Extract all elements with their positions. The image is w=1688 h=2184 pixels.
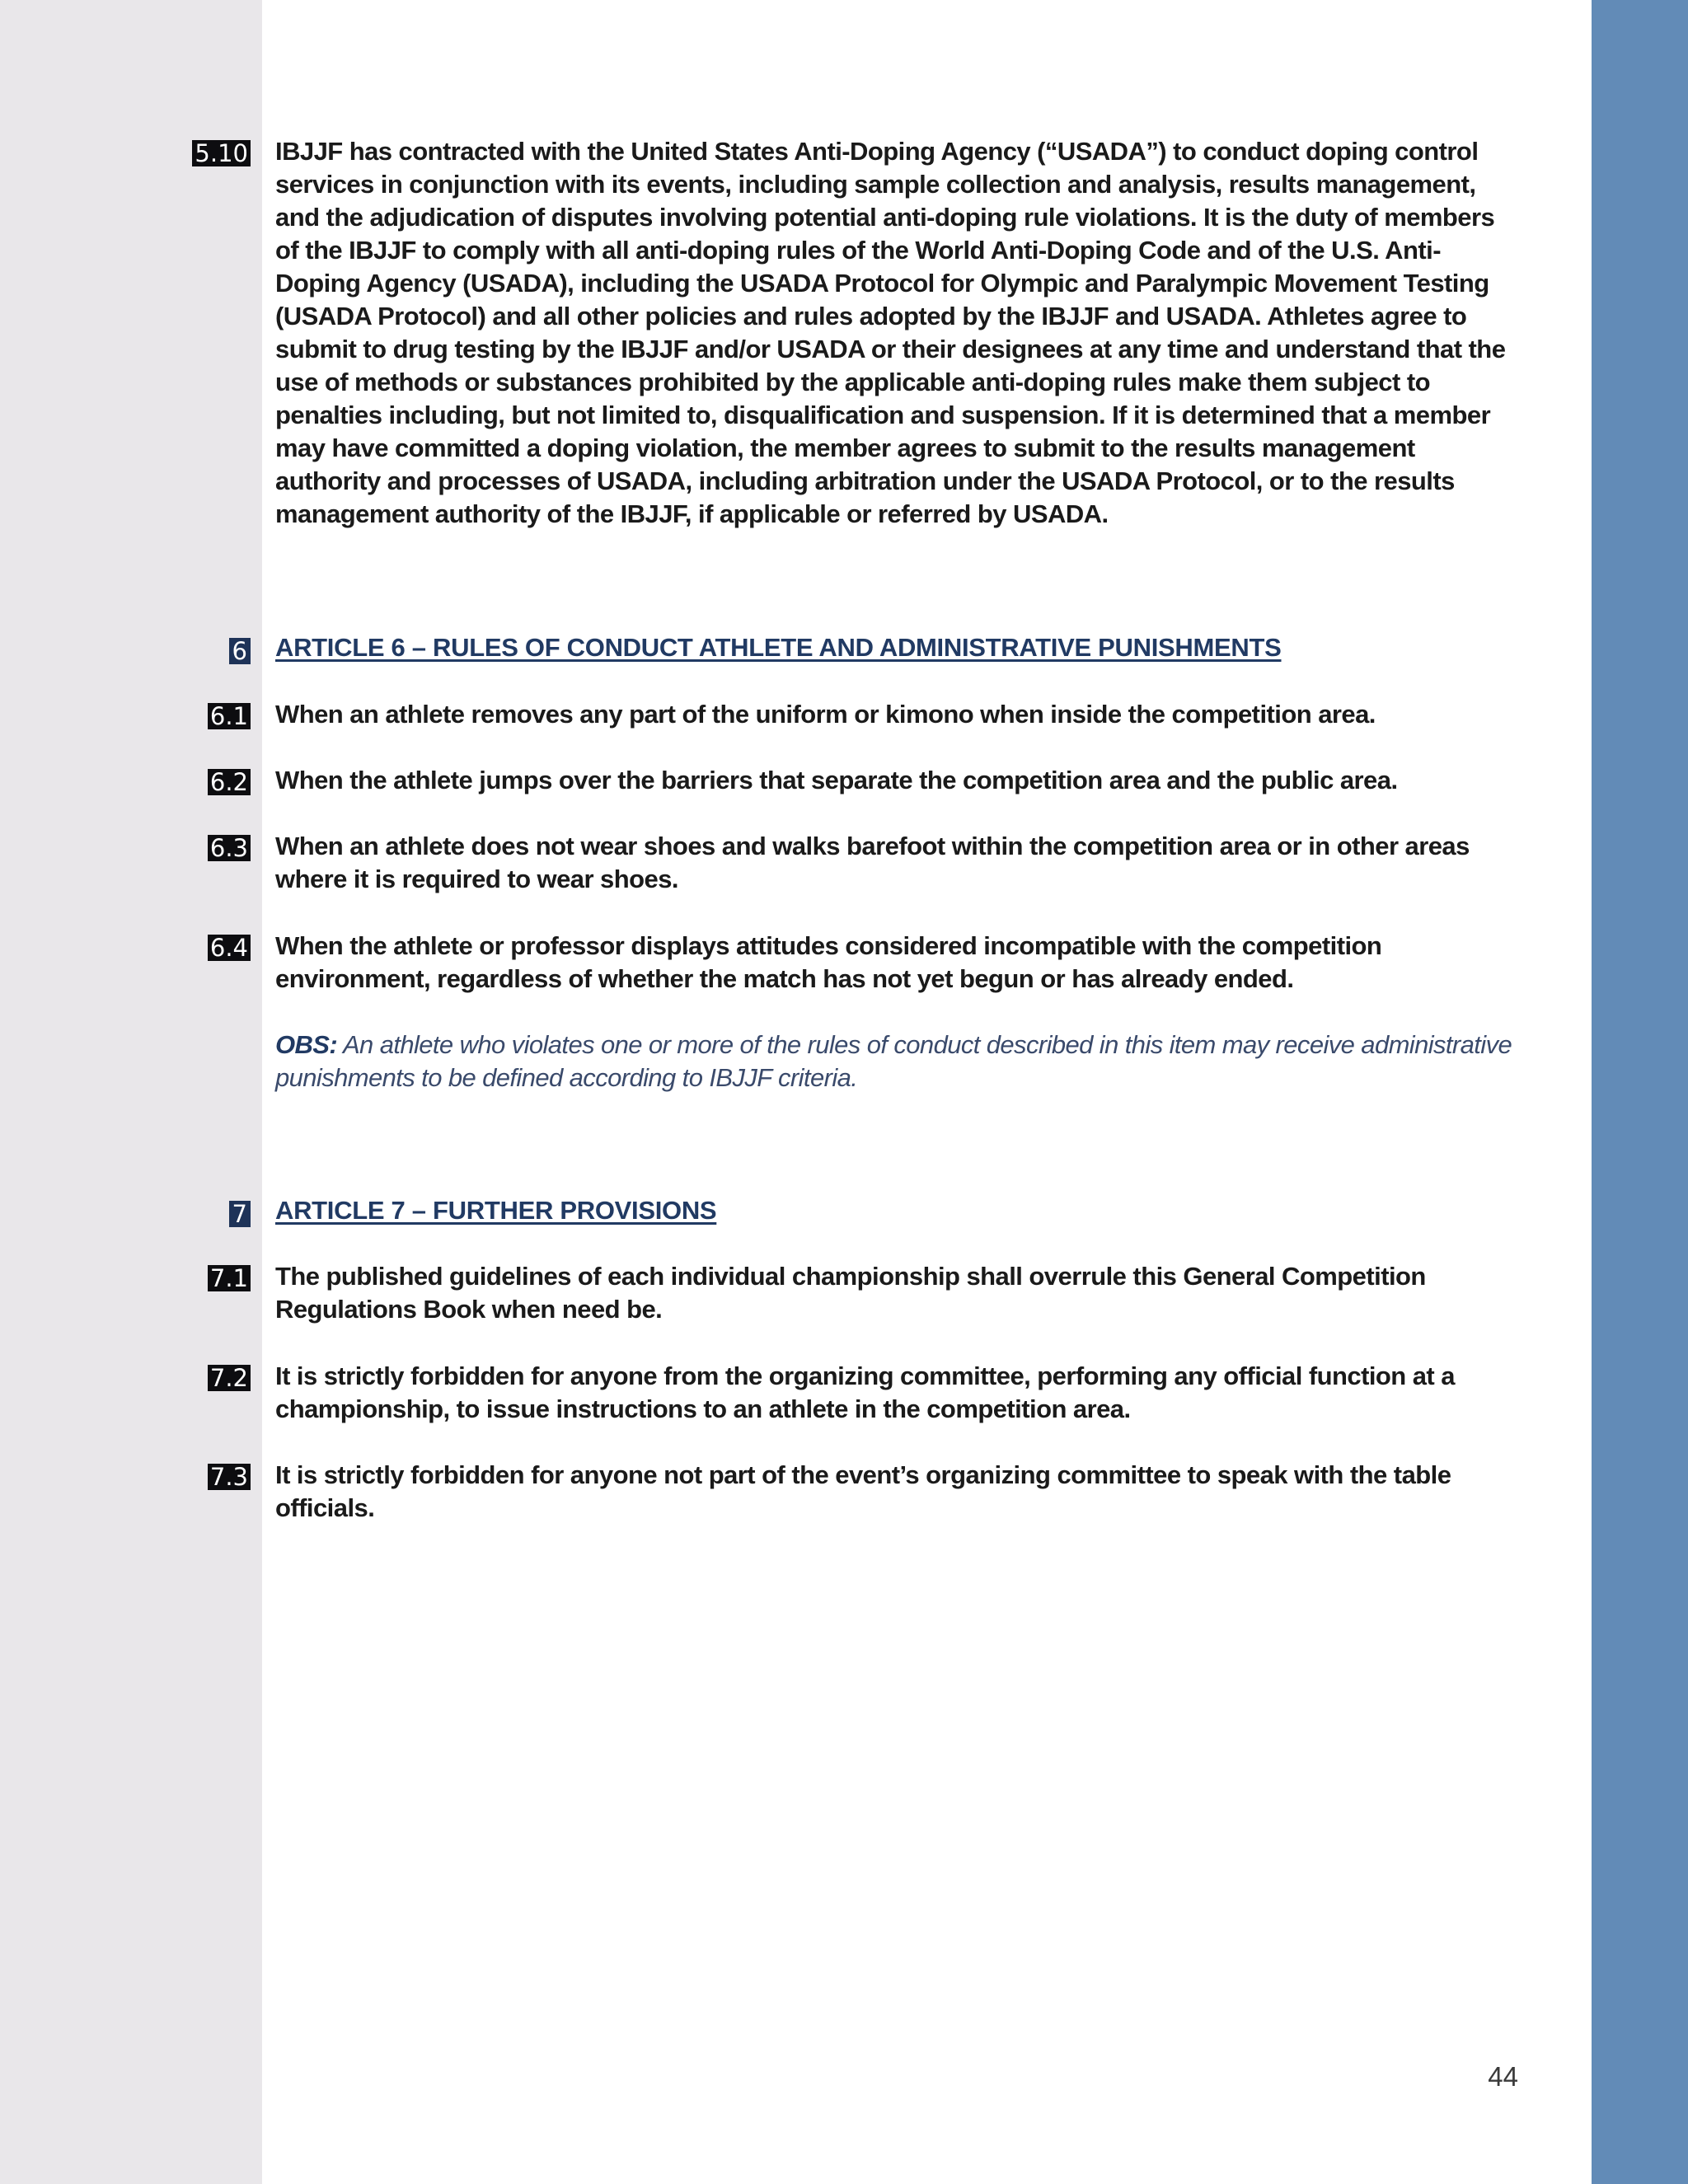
item-number-badge: 5.10 bbox=[192, 140, 251, 166]
item-number-badge: 6.4 bbox=[208, 935, 251, 961]
item-text: When the athlete jumps over the barriers that separate the competition area and the public area. bbox=[275, 766, 1398, 794]
item-text: When the athlete or professor displays attitudes considered incompatible with the competition environment, regardless of whether the match has not yet begun or has already ended. bbox=[275, 931, 1382, 993]
item-number-badge: 6.1 bbox=[208, 703, 251, 729]
item-text: IBJJF has contracted with the United States Anti-Doping Agency (“USADA”) to conduct doping control services in conjunction with its events, including sample collection and analysis, results management, and the adjudication of disputes involving potential anti-doping rule violations. It is the duty of members of the IBJJF to comply with all anti-doping rules of the World Anti-Doping Code and of the U.S. Anti-Doping Agency (USADA), including the USADA Protocol for Olympic and Paralympic Movement Testing (USADA Protocol) and all other policies and rules adopted by the IBJJF and USADA. Athletes agree to submit to drug testing by the IBJJF and/or USADA or their designees at any time and understand that the use of methods or substances prohibited by the applicable anti-doping rules make them subject to penalties including, but not limited to, disqualification and suspension. If it is determined that a member may have committed a doping violation, the member agrees to submit to the results management authority and processes of USADA, including arbitration under the USADA Protocol, or to the results management authority of the IBJJF, if applicable or referred by USADA. bbox=[275, 137, 1506, 528]
item-number-badge: 7.1 bbox=[208, 1265, 251, 1291]
item-text: The published guidelines of each individual championship shall overrule this General Competition Regulations Book when need be. bbox=[275, 1262, 1426, 1324]
article-number-badge: 6 bbox=[229, 638, 251, 664]
item-number-badge: 7.2 bbox=[208, 1365, 251, 1391]
article-number-badge: 7 bbox=[229, 1201, 251, 1227]
obs-text: An athlete who violates one or more of the rules of conduct described in this item may receive administrative punishments to be defined according to IBJJF criteria. bbox=[275, 1030, 1512, 1092]
article-title: ARTICLE 6 – RULES OF CONDUCT ATHLETE AND ADMINISTRATIVE PUNISHMENTS bbox=[275, 633, 1282, 662]
item-text: It is strictly forbidden for anyone from the organizing committee, performing any official function at a championship, to issue instructions to an athlete in the competition area. bbox=[275, 1361, 1455, 1423]
right-side-bar bbox=[1592, 0, 1688, 2184]
observation-note bbox=[275, 1029, 1524, 1094]
item-number-badge: 6.3 bbox=[208, 835, 251, 861]
article-title: ARTICLE 7 – FURTHER PROVISIONS bbox=[275, 1196, 717, 1225]
item-text: It is strictly forbidden for anyone not part of the event’s organizing committee to speak with the table officials. bbox=[275, 1460, 1451, 1522]
obs-label: OBS: bbox=[275, 1030, 338, 1059]
item-text: When an athlete does not wear shoes and walks barefoot within the competition area or in other areas where it is required to wear shoes. bbox=[275, 832, 1470, 893]
item-text: When an athlete removes any part of the uniform or kimono when inside the competition area. bbox=[275, 700, 1376, 729]
item-number-badge: 7.3 bbox=[208, 1464, 251, 1490]
page-number: 44 bbox=[1488, 2061, 1518, 2092]
left-margin-band bbox=[0, 0, 262, 2184]
item-number-badge: 6.2 bbox=[208, 769, 251, 795]
